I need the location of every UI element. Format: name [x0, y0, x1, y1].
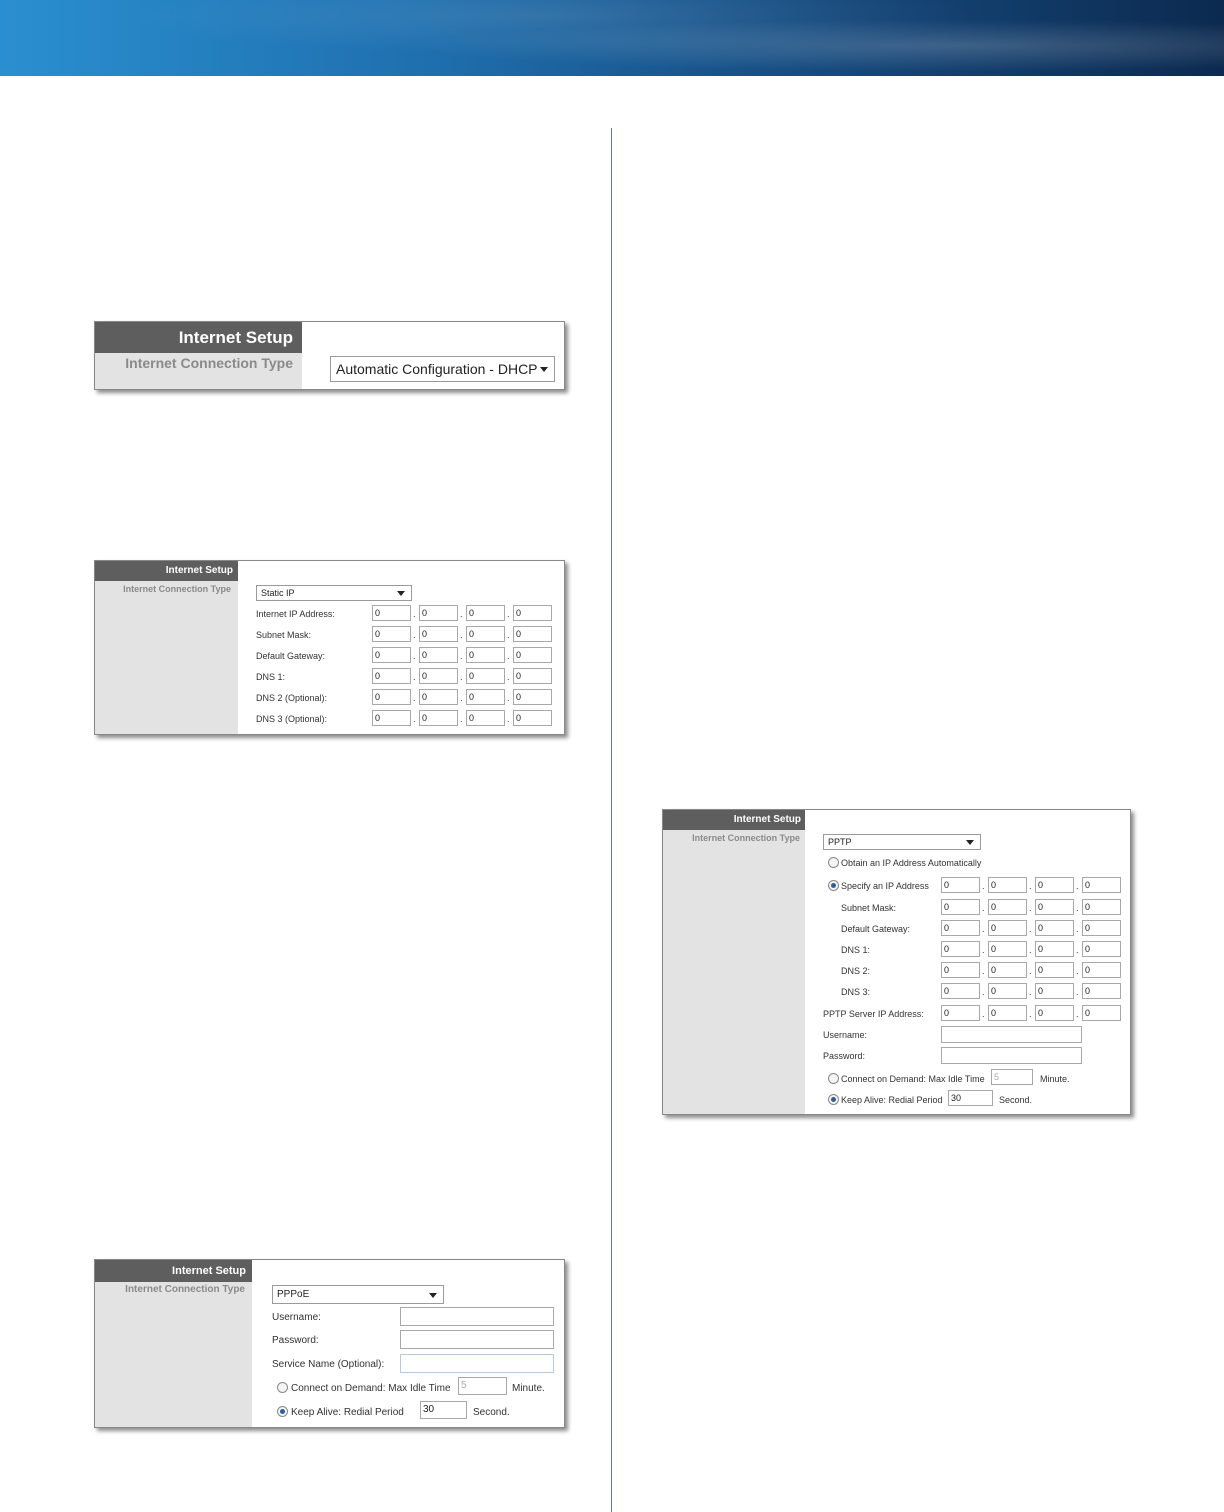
octet-separator: .: [982, 1009, 985, 1019]
octet-separator: .: [460, 714, 463, 724]
connection-type-select[interactable]: [823, 834, 981, 850]
field-label: DNS 3:: [841, 987, 871, 997]
ip-octet-input[interactable]: 0: [466, 710, 505, 726]
ip-octet-input[interactable]: 0: [372, 668, 411, 684]
service-name-input[interactable]: [400, 1354, 554, 1373]
keep-alive-label: Keep Alive: Redial Period: [841, 1095, 943, 1105]
octet-separator: .: [1029, 987, 1032, 997]
octet-separator: .: [1029, 903, 1032, 913]
connection-type-value: Static IP: [261, 588, 295, 598]
octet-separator: .: [460, 609, 463, 619]
ip-octet-input[interactable]: 0: [513, 689, 552, 705]
octet-separator: .: [1076, 966, 1079, 976]
octet-separator: .: [507, 651, 510, 661]
password-input[interactable]: [400, 1330, 554, 1349]
chevron-down-icon: [540, 367, 548, 372]
octet-separator: .: [982, 987, 985, 997]
ip-octet-input[interactable]: 0: [988, 899, 1027, 915]
ip-octet-input[interactable]: 0: [1035, 983, 1074, 999]
field-label: Internet IP Address:: [256, 609, 335, 619]
field-label: DNS 2:: [841, 966, 871, 976]
octet-separator: .: [1076, 924, 1079, 934]
panel-heading: Internet Setup: [95, 561, 238, 581]
username-label: Username:: [272, 1312, 321, 1323]
octet-separator: .: [1029, 924, 1032, 934]
octet-separator: .: [413, 630, 416, 640]
field-label: Subnet Mask:: [841, 903, 897, 913]
specify-ip-radio[interactable]: [828, 880, 839, 891]
ip-octet-input[interactable]: 0: [941, 899, 980, 915]
ip-octet-input[interactable]: 0: [466, 626, 505, 642]
octet-separator: .: [460, 672, 463, 682]
connection-type-label: Internet Connection Type: [125, 1284, 245, 1295]
password-input[interactable]: [941, 1047, 1082, 1064]
octet-separator: .: [1029, 945, 1032, 955]
pptp-server-label: PPTP Server IP Address:: [823, 1009, 924, 1019]
username-label: Username:: [823, 1030, 868, 1040]
connect-on-demand-radio[interactable]: [828, 1073, 839, 1084]
octet-separator: .: [1076, 945, 1079, 955]
ip-octet-input[interactable]: 0: [1035, 962, 1074, 978]
field-label: DNS 2 (Optional):: [256, 693, 328, 703]
connect-on-demand-label: Connect on Demand: Max Idle Time: [841, 1074, 985, 1084]
ip-octet-input[interactable]: 0: [466, 689, 505, 705]
ip-octet-input[interactable]: 0: [1035, 899, 1074, 915]
chevron-down-icon: [429, 1293, 437, 1298]
ip-octet-input[interactable]: 0: [1082, 1005, 1121, 1021]
ip-octet-input[interactable]: 0: [513, 647, 552, 663]
connect-on-demand-radio[interactable]: [277, 1382, 288, 1393]
ip-octet-input[interactable]: 0: [941, 1005, 980, 1021]
keep-alive-radio[interactable]: [828, 1094, 839, 1105]
ip-octet-input[interactable]: 0: [1082, 941, 1121, 957]
ip-octet-input[interactable]: 0: [988, 877, 1027, 893]
connection-type-label: Internet Connection Type: [123, 584, 231, 594]
octet-separator: .: [507, 609, 510, 619]
ip-octet-input[interactable]: 0: [372, 710, 411, 726]
pptp-setup-panel: [662, 809, 1131, 1115]
ip-octet-input[interactable]: 0: [988, 941, 1027, 957]
ip-octet-input[interactable]: 0: [1082, 899, 1121, 915]
redial-period-input[interactable]: 30: [948, 1090, 993, 1106]
ip-octet-input[interactable]: 0: [372, 689, 411, 705]
ip-octet-input[interactable]: 0: [1035, 920, 1074, 936]
octet-separator: .: [413, 693, 416, 703]
octet-separator: .: [1076, 1009, 1079, 1019]
ip-octet-input[interactable]: 0: [941, 877, 980, 893]
panel-sidebar: [663, 810, 805, 1114]
keep-alive-label: Keep Alive: Redial Period: [291, 1407, 404, 1418]
ip-octet-input[interactable]: 0: [513, 626, 552, 642]
service-name-label: Service Name (Optional):: [272, 1359, 385, 1370]
ip-octet-input[interactable]: 0: [988, 983, 1027, 999]
octet-separator: .: [1076, 903, 1079, 913]
octet-separator: .: [460, 693, 463, 703]
field-label: DNS 1:: [841, 945, 871, 955]
ip-octet-input[interactable]: 0: [372, 605, 411, 621]
ip-octet-input[interactable]: 0: [513, 710, 552, 726]
connection-type-select[interactable]: [272, 1285, 444, 1304]
octet-separator: .: [982, 903, 985, 913]
ip-octet-input[interactable]: 0: [1082, 920, 1121, 936]
pppoe-setup-panel: [94, 1259, 565, 1428]
specify-ip-label: Specify an IP Address: [841, 881, 929, 891]
octet-separator: .: [507, 630, 510, 640]
password-label: Password:: [272, 1335, 319, 1346]
username-input[interactable]: [400, 1307, 554, 1326]
connection-type-value: PPTP: [828, 837, 852, 847]
ip-octet-input[interactable]: 0: [513, 668, 552, 684]
dhcp-setup-panel: [94, 321, 565, 390]
ip-octet-input[interactable]: 0: [1035, 941, 1074, 957]
second-label: Second.: [999, 1095, 1033, 1105]
ip-octet-input[interactable]: 0: [941, 983, 980, 999]
ip-octet-input[interactable]: 0: [513, 605, 552, 621]
chevron-down-icon: [966, 840, 974, 845]
ip-octet-input[interactable]: 0: [372, 626, 411, 642]
static-ip-setup-panel: [94, 560, 565, 735]
panel-heading: Internet Setup: [95, 322, 302, 353]
ip-octet-input[interactable]: 0: [988, 962, 1027, 978]
field-label: Subnet Mask:: [256, 630, 312, 640]
second-label: Second.: [473, 1407, 510, 1418]
ip-octet-input[interactable]: 0: [419, 668, 458, 684]
minute-label: Minute.: [1040, 1074, 1070, 1084]
octet-separator: .: [460, 630, 463, 640]
column-divider: [611, 128, 612, 1512]
octet-separator: .: [507, 672, 510, 682]
octet-separator: .: [1029, 1009, 1032, 1019]
connection-type-label: Internet Connection Type: [125, 355, 293, 371]
ip-octet-input[interactable]: 0: [1082, 983, 1121, 999]
field-label: Default Gateway:: [841, 924, 911, 934]
ip-octet-input[interactable]: 0: [372, 647, 411, 663]
ip-octet-input[interactable]: 0: [1035, 1005, 1074, 1021]
ip-octet-input[interactable]: 0: [1082, 877, 1121, 893]
connection-type-select[interactable]: [256, 585, 412, 601]
octet-separator: .: [1029, 881, 1032, 891]
header-banner: [0, 0, 1224, 76]
connect-on-demand-label: Connect on Demand: Max Idle Time: [291, 1383, 451, 1394]
ip-octet-input[interactable]: 0: [941, 920, 980, 936]
ip-octet-input[interactable]: 0: [988, 920, 1027, 936]
octet-separator: .: [507, 714, 510, 724]
keep-alive-radio[interactable]: [277, 1406, 288, 1417]
obtain-ip-label: Obtain an IP Address Automatically: [841, 858, 982, 868]
octet-separator: .: [982, 945, 985, 955]
field-label: DNS 3 (Optional):: [256, 714, 328, 724]
octet-separator: .: [982, 881, 985, 891]
chevron-down-icon: [397, 591, 405, 596]
field-label: DNS 1:: [256, 672, 286, 682]
panel-heading: Internet Setup: [663, 810, 805, 830]
max-idle-time-input[interactable]: 5: [458, 1377, 507, 1395]
octet-separator: .: [507, 693, 510, 703]
password-label: Password:: [823, 1051, 866, 1061]
ip-octet-input[interactable]: 0: [1035, 877, 1074, 893]
octet-separator: .: [982, 924, 985, 934]
octet-separator: .: [982, 966, 985, 976]
ip-octet-input[interactable]: 0: [466, 668, 505, 684]
connection-type-select[interactable]: [330, 356, 555, 382]
ip-octet-input[interactable]: 0: [466, 647, 505, 663]
ip-octet-input[interactable]: 0: [419, 626, 458, 642]
field-label: Default Gateway:: [256, 651, 326, 661]
ip-octet-input[interactable]: 0: [419, 605, 458, 621]
obtain-ip-radio[interactable]: [828, 857, 839, 868]
username-input[interactable]: [941, 1026, 1082, 1043]
ip-octet-input[interactable]: 0: [419, 647, 458, 663]
ip-octet-input[interactable]: 0: [466, 605, 505, 621]
octet-separator: .: [413, 651, 416, 661]
ip-octet-input[interactable]: 0: [1082, 962, 1121, 978]
octet-separator: .: [413, 672, 416, 682]
ip-octet-input[interactable]: 0: [988, 1005, 1027, 1021]
octet-separator: .: [1076, 987, 1079, 997]
max-idle-time-input[interactable]: 5: [991, 1069, 1033, 1085]
octet-separator: .: [1076, 881, 1079, 891]
minute-label: Minute.: [512, 1383, 545, 1394]
ip-octet-input[interactable]: 0: [941, 962, 980, 978]
panel-heading: Internet Setup: [95, 1260, 252, 1282]
redial-period-input[interactable]: 30: [420, 1401, 467, 1419]
connection-type-value: PPPoE: [277, 1289, 310, 1300]
ip-octet-input[interactable]: 0: [419, 710, 458, 726]
octet-separator: .: [413, 714, 416, 724]
octet-separator: .: [413, 609, 416, 619]
ip-octet-input[interactable]: 0: [941, 941, 980, 957]
connection-type-label: Internet Connection Type: [692, 833, 800, 843]
octet-separator: .: [1029, 966, 1032, 976]
connection-type-value: Automatic Configuration - DHCP: [336, 361, 538, 377]
octet-separator: .: [460, 651, 463, 661]
ip-octet-input[interactable]: 0: [419, 689, 458, 705]
